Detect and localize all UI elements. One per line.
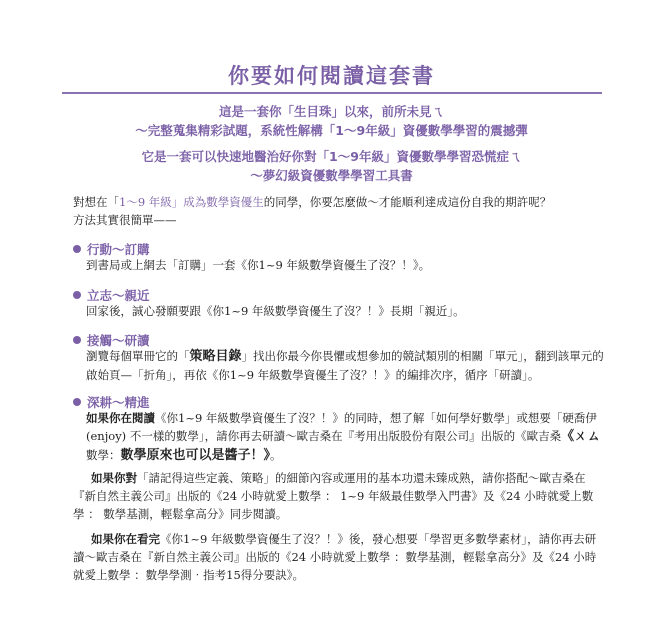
paragraph-2-bold: 如果你對 xyxy=(91,471,137,485)
paragraph-2 xyxy=(73,469,603,523)
section-3-text-a: 瀏覽每個單冊它的「 xyxy=(86,349,190,363)
intro-line-3: 它是一套可以快速地醫治好你對「1～9年級」資優數學學習恐慌症ㄟ xyxy=(141,149,522,164)
bullet-icon xyxy=(73,245,81,253)
section-2-body: 回家後，誠心發願要跟《你1~9 年級數學資優生了沒？！》長期「親近」。 xyxy=(86,304,465,318)
section-label: 深耕～精進 xyxy=(87,395,150,410)
lead-line-2: 方法其實很簡單—— xyxy=(73,213,177,227)
section-label: 行動～訂購 xyxy=(87,242,150,257)
paragraph-3-text: 《你1~9 年級數學資優生了沒？！》後，發心想要「學習更多數學素材」，請你再去研讀～歐吉桑在『新自然主義公司』出版的《24 小時就愛上數學 ：數學基測，輕鬆拿高分》及《24 小時就愛上數學 ：數學學測‧指考15得分要訣》。 xyxy=(73,532,597,582)
lead-highlight: 1～9 年級」成為數學資優生 xyxy=(119,195,264,209)
section-4-text-1: 《你1~9 年級數學資優生了沒？！》的同時，想了解「如何學好數學」或想要「硬喬伊 (enjoy) 不一樣的數學」，請你再去研讀～歐吉桑在『考用出版股份有限公司』出版的《歐吉桑 xyxy=(86,411,597,443)
intro-line-2: ～完整蒐集精彩試題，系統性解構「1～9年級」資優數學學習的震撼彈 xyxy=(135,123,528,138)
section-4-bold-2: 《ㄨㄙ xyxy=(561,429,601,444)
lead-prefix: 對想在「 xyxy=(73,195,119,209)
page-title: 你要如何閱讀這套書 xyxy=(228,63,435,88)
bullet-icon xyxy=(73,336,81,344)
section-label: 立志～親近 xyxy=(87,288,150,303)
paragraph-3-bold: 如果你在看完 xyxy=(91,532,160,546)
section-3-body xyxy=(86,347,606,384)
section-4-bold-3: 數學原來也可以是醬子！》 xyxy=(120,448,271,463)
intro-line-4: ～夢幻級資優數學學習工具書 xyxy=(250,168,413,183)
paragraph-2-text: 「請記得這些定義、策略」的細節內容或運用的基本功還未臻成熟，請你搭配～歐吉桑在『新自然主義公司』出版的《24 小時就愛上數學 ： 1~9 年級最佳數學入門書》及《24 小時就愛上數學 ： 數學基測，輕鬆拿高分》同步閱讀。 xyxy=(73,471,594,521)
strategy-directory-term: 策略目錄 xyxy=(189,349,242,364)
bullet-icon xyxy=(73,291,81,299)
lead-paragraph xyxy=(73,193,603,229)
lead-suffix: 的同學，你要怎麼做～才能順利達成這份自我的期許呢？ xyxy=(263,195,552,209)
title-divider xyxy=(62,92,602,94)
paragraph-3 xyxy=(73,530,603,584)
section-4-text-3: 。 xyxy=(270,448,282,462)
section-label: 接觸～研讀 xyxy=(87,333,150,348)
section-3-text-c: 」找出你最今你畏懼或想參加的競試類別的相關「單元」，翻到該單元的啟始頁—「折角」，再依《你1~9 年級數學資優生了沒？！》的編排次序，循序「研讀」。 xyxy=(86,349,604,382)
intro-line-1: 這是一套你「生目珠」以來，前所未見ㄟ xyxy=(218,104,444,119)
section-4-body xyxy=(86,409,606,465)
section-4-bold-1: 如果你在閱讀 xyxy=(86,411,155,425)
section-1-body: 到書局或上網去「訂購」一套《你1~9 年級數學資優生了沒？！》。 xyxy=(86,258,431,272)
section-4-text-2: 數學： xyxy=(86,448,121,462)
bullet-icon xyxy=(73,398,81,406)
